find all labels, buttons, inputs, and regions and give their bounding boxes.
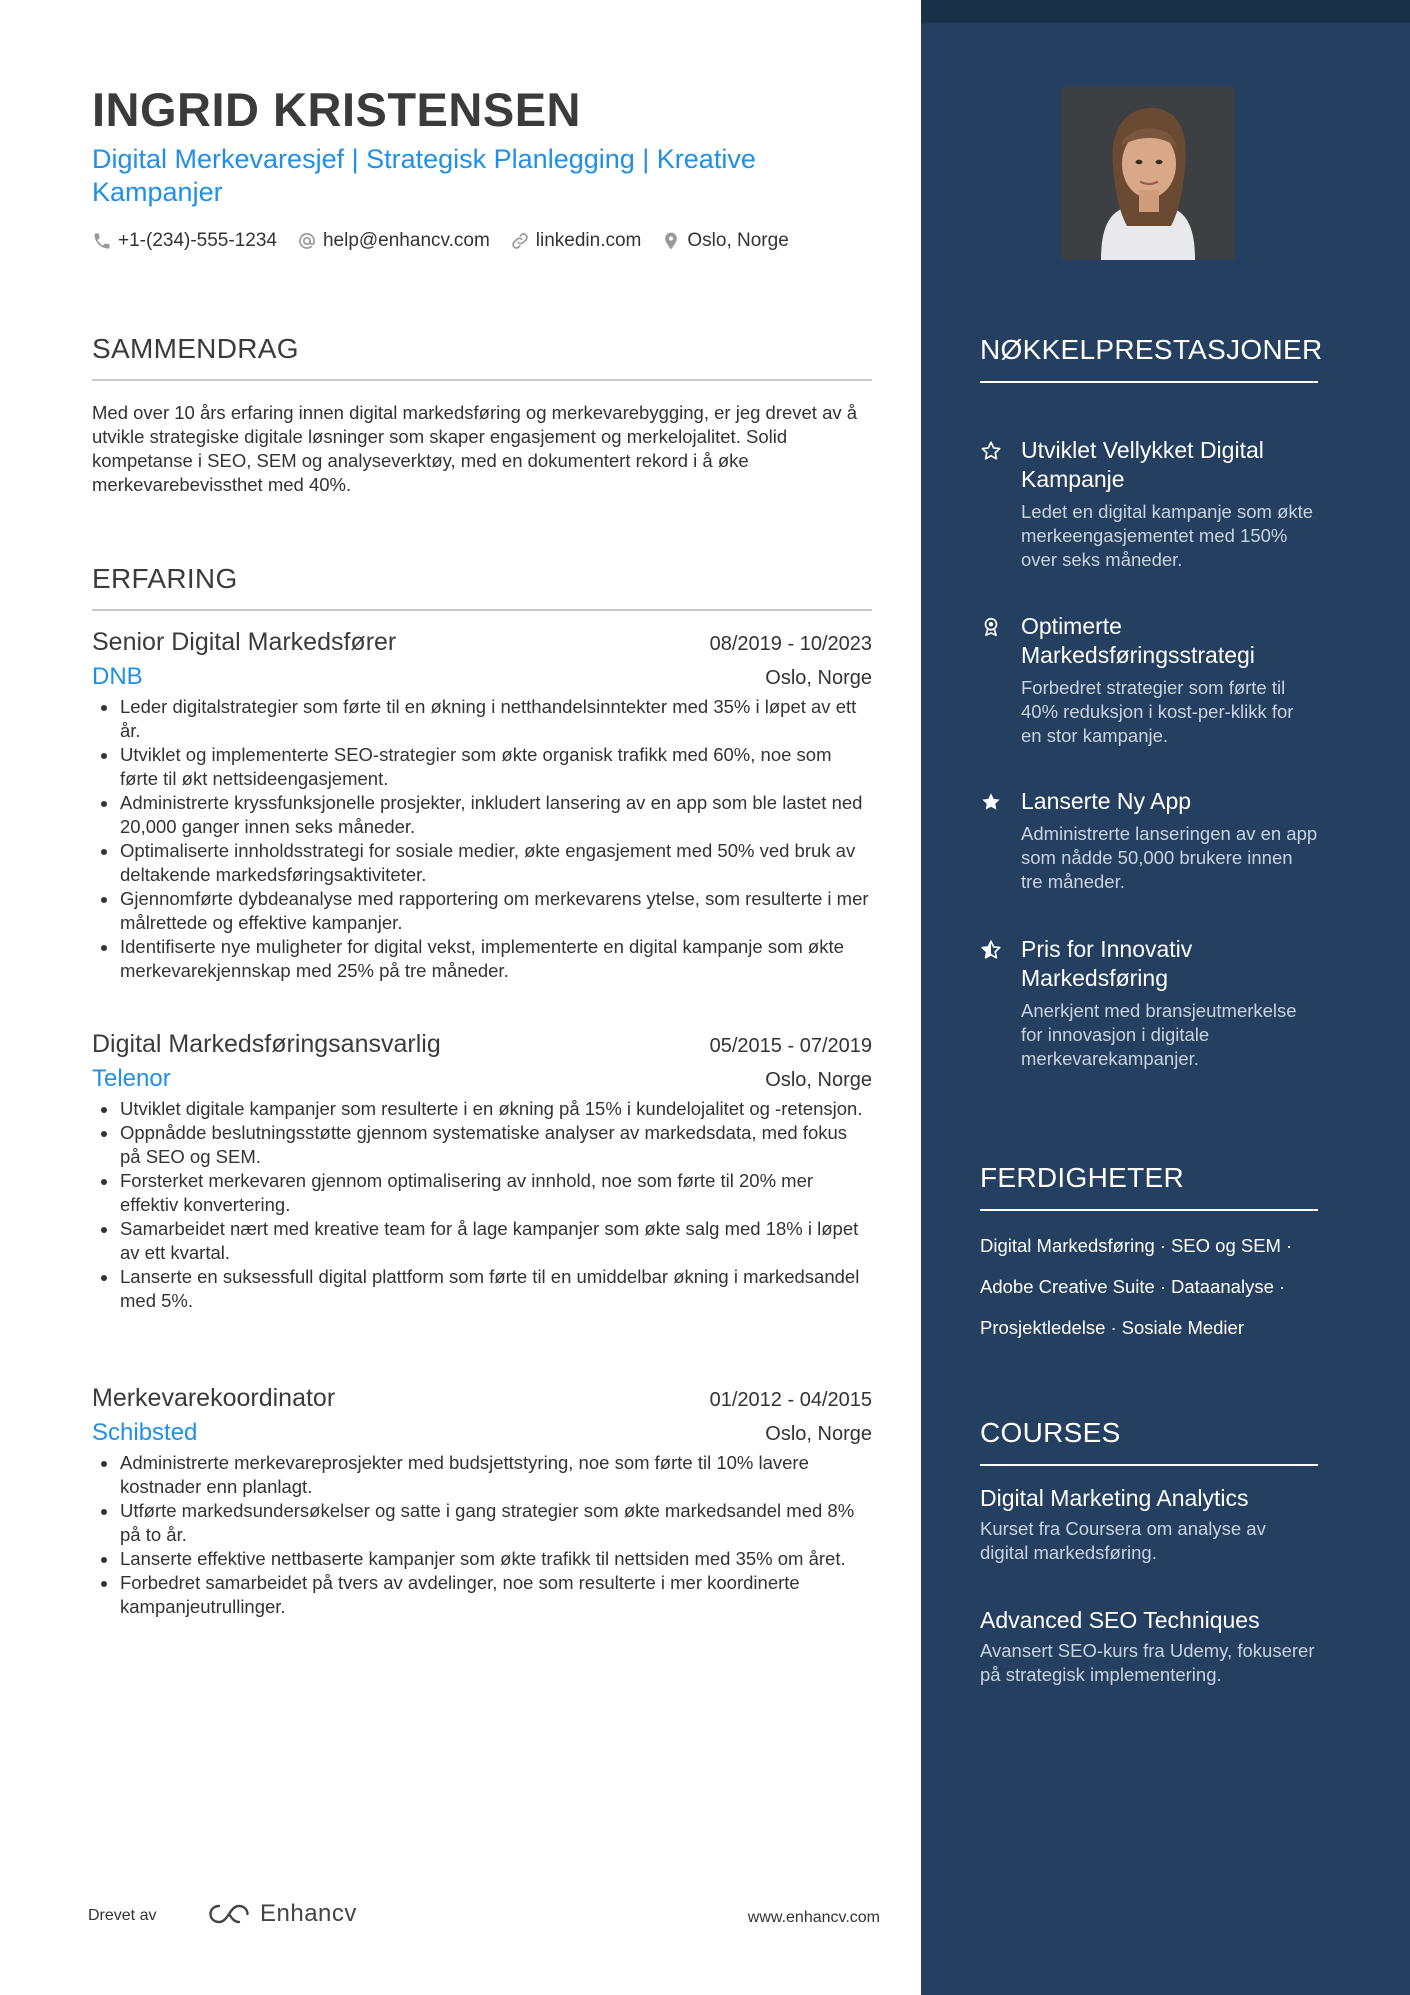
job-location: Oslo, Norge — [765, 1423, 872, 1445]
achievement-desc: Ledet en digital kampanje som økte merkeengasjementet med 150% over seks måneder. — [1021, 501, 1314, 570]
job-bullet: Forsterket merkevaren gjennom optimalisering av innhold, noe som førte til 20% mer effektiv konvertering. — [92, 1169, 872, 1217]
phone-icon — [92, 231, 112, 251]
contact-location — [661, 230, 788, 252]
sidebar — [921, 0, 1410, 1995]
contact-location-text: Oslo, Norge — [687, 230, 789, 251]
skills-list — [980, 1225, 1320, 1348]
job-bullet: Samarbeidet nært med kreative team for å lage kampanjer som økte salg med 18% i løpet av ett kvartal. — [92, 1217, 872, 1265]
job-entry — [92, 1384, 872, 1619]
at-icon — [297, 231, 317, 251]
website-link[interactable]: www.enhancv.com — [747, 1909, 880, 1926]
course-desc: Kurset fra Coursera om analyse av digital markedsføring. — [980, 1518, 1266, 1563]
experience-heading: ERFARING — [92, 563, 872, 611]
job-bullet: Utviklet og implementerte SEO-strategier som økte organisk trafikk med 60%, noe som førte til økt nettsideengasjement. — [92, 743, 872, 791]
course-title: Advanced SEO Techniques — [980, 1607, 1260, 1633]
job-bullet: Optimaliserte innholdsstrategi for sosiale medier, økte engasjement med 50% ved bruk av deltakende markedsføringsaktiviteter. — [92, 839, 872, 887]
skill-separator: · — [1159, 1276, 1167, 1297]
contact-phone[interactable] — [92, 230, 277, 252]
job-bullets — [92, 1097, 872, 1313]
contact-linkedin[interactable] — [510, 230, 642, 252]
job-bullet: Lanserte en suksessfull digital plattform som førte til en umiddelbar økning i markedsandel med 5%. — [92, 1265, 872, 1313]
job-bullets — [92, 1451, 872, 1619]
course-title: Digital Marketing Analytics — [980, 1485, 1249, 1511]
skill-tag: Digital Markedsføring — [980, 1235, 1155, 1256]
skills-heading: FERDIGHETER — [980, 1160, 1318, 1211]
job-title: Merkevarekoordinator — [92, 1384, 336, 1412]
star-filled-icon — [980, 791, 1002, 813]
star-half-icon — [980, 939, 1002, 961]
achievement-title: Pris for Innovativ Markedsføring — [1021, 936, 1193, 991]
achievement-title: Optimerte Markedsføringsstrategi — [1021, 613, 1255, 668]
powered-by-label: Drevet av — [88, 1907, 157, 1924]
job-entry — [92, 1030, 872, 1313]
job-location: Oslo, Norge — [765, 1069, 872, 1091]
logo-wordmark: Enhancv — [260, 1900, 357, 1927]
portrait-image — [1061, 86, 1235, 260]
skill-tag: Dataanalyse — [1171, 1276, 1274, 1297]
job-bullet: Utviklet digitale kampanjer som resulterte i en økning på 15% i kundelojalitet og -retensjon. — [92, 1097, 872, 1121]
job-title: Digital Markedsføringsansvarlig — [92, 1030, 441, 1058]
achievement-item — [980, 436, 1318, 572]
job-bullet: Administrerte merkevareprosjekter med budsjettstyring, noe som førte til 10% lavere kostnader enn planlagt. — [92, 1451, 872, 1499]
course-item — [980, 1484, 1318, 1565]
achievement-title: Lanserte Ny App — [1021, 788, 1192, 814]
job-dates: 01/2012 - 04/2015 — [709, 1389, 872, 1411]
job-company: Telenor — [92, 1065, 171, 1092]
job-bullet: Utførte markedsundersøkelser og satte i gang strategier som økte markedsandel med 8% på to år. — [92, 1499, 872, 1547]
skill-separator: · — [1278, 1276, 1286, 1297]
job-bullet: Gjennomførte dybdeanalyse med rapportering om merkevarens ytelse, som resulterte i mer målrettede og effektive kampanjer. — [92, 887, 872, 935]
achievement-desc: Administrerte lanseringen av en app som nådde 50,000 brukere innen tre måneder. — [1021, 823, 1318, 892]
job-bullet: Forbedret samarbeidet på tvers av avdelinger, noe som resulterte i mer koordinerte kampanjeutrullinger. — [92, 1571, 872, 1619]
job-bullet: Leder digitalstrategier som førte til en økning i netthandelsinntekter med 35% i løpet av ett år. — [92, 695, 872, 743]
skill-separator: · — [1110, 1317, 1117, 1338]
skill-tag: SEO og SEM — [1170, 1235, 1281, 1256]
job-location: Oslo, Norge — [765, 667, 872, 689]
location-icon — [661, 231, 681, 251]
job-bullets — [92, 695, 872, 983]
contact-phone-text: +1-(234)-555-1234 — [118, 230, 277, 251]
skill-separator: · — [1285, 1235, 1293, 1256]
course-item — [980, 1606, 1318, 1687]
contact-row — [92, 230, 809, 252]
achievement-item — [980, 787, 1318, 894]
summary-heading: SAMMENDRAG — [92, 333, 872, 381]
job-bullet: Administrerte kryssfunksjonelle prosjekter, inkludert lansering av en app som ble lastet ned 20,000 ganger innen seks måneder. — [92, 791, 872, 839]
enhancv-logo[interactable] — [206, 1900, 357, 1928]
profile-photo — [1061, 86, 1235, 260]
achievement-desc: Anerkjent med bransjeutmerkelse for innovasjon i digitale merkevarekampanjer. — [1021, 1000, 1297, 1069]
contact-email-text: help@enhancv.com — [322, 230, 490, 251]
footer — [88, 1900, 880, 1940]
skill-separator: · — [1159, 1235, 1166, 1256]
achievement-title: Utviklet Vellykket Digital Kampanje — [1021, 437, 1264, 492]
achievement-item — [980, 935, 1318, 1071]
job-company: DNB — [92, 663, 143, 690]
job-title: Senior Digital Markedsfører — [92, 628, 397, 656]
job-entry — [92, 628, 872, 983]
job-bullet: Oppnådde beslutningsstøtte gjennom systematiske analyser av markedsdata, med fokus på SEO og SEM. — [92, 1121, 872, 1169]
contact-email[interactable] — [297, 230, 490, 252]
award-icon — [980, 616, 1002, 638]
achievement-item — [980, 612, 1318, 748]
skill-tag: Adobe Creative Suite — [980, 1276, 1155, 1297]
skill-tag: Sosiale Medier — [1121, 1317, 1244, 1338]
contact-linkedin-text: linkedin.com — [535, 230, 642, 251]
achievements-heading: NØKKELPRESTASJONER — [980, 332, 1318, 383]
infinity-logo-icon — [206, 1901, 252, 1927]
job-company: Schibsted — [92, 1419, 198, 1446]
courses-heading: COURSES — [980, 1415, 1318, 1466]
candidate-headline: Digital Merkevaresjef | Strategisk Planlegging | Kreative Kampanjer — [92, 144, 756, 207]
summary-text: Med over 10 års erfaring innen digital markedsføring og merkevarebygging, er jeg drevet av å utvikle strategiske digitale løsninger som skaper engasjement og merkelojalitet. Solid kompetanse i SEO, SEM og analyseverktøy, med en dokumentert rekord i å øke merkevarebevissthet med 40%. — [92, 402, 858, 495]
job-bullet: Lanserte effektive nettbaserte kampanjer som økte trafikk til nettsiden med 35% om året. — [92, 1547, 872, 1571]
sidebar-top-bar — [921, 0, 1410, 23]
star-outline-icon — [980, 440, 1002, 462]
job-dates: 08/2019 - 10/2023 — [709, 633, 872, 655]
job-bullet: Identifiserte nye muligheter for digital vekst, implementerte en digital kampanje som økte merkevarekjennskap med 25% på tre måneder. — [92, 935, 872, 983]
skill-tag: Prosjektledelse — [980, 1317, 1106, 1338]
achievement-desc: Forbedret strategier som førte til 40% reduksjon i kost-per-klikk for en stor kampanje. — [1021, 677, 1294, 746]
link-icon — [510, 231, 530, 251]
job-dates: 05/2015 - 07/2019 — [709, 1035, 872, 1057]
candidate-name: INGRID KRISTENSEN — [92, 83, 581, 136]
course-desc: Avansert SEO-kurs fra Udemy, fokuserer på strategisk implementering. — [980, 1640, 1315, 1685]
